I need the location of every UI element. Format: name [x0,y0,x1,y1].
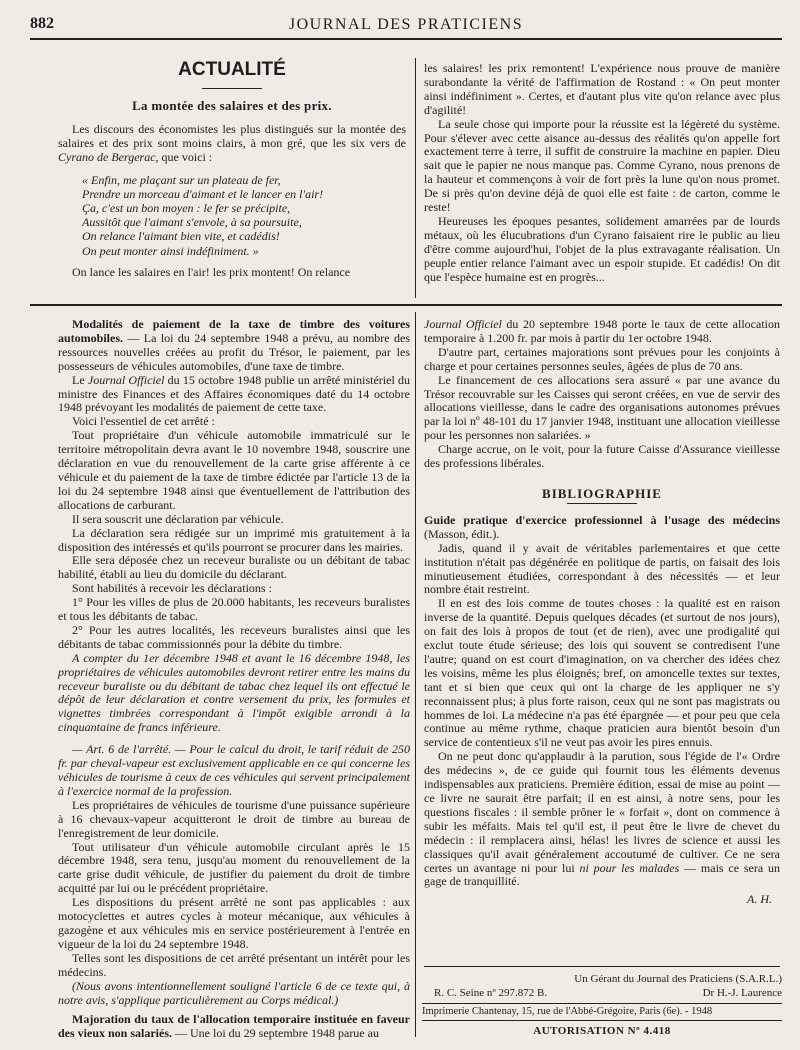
review-paragraph: Jadis, quand il y avait de véritables parlementaires et que cette institution n'était pas dégénérée en politique de partis, on faisait des lois minutieusement étudiées, correspondant à des nécessités — et leur nombre était restreint. [424,540,780,597]
allocation-paragraph: D'autre part, certaines majorations sont prévues pour les conjoints à charge et pour certaines personnes seules, âgées de plus de 70 ans. [424,344,780,373]
section-rule [30,304,782,306]
right-column [424,318,780,907]
poem-line: « Enfin, me plaçant sur un plateau de fer, [82,172,281,187]
taxe-note: (Nous avons intentionnellement souligné l'article 6 de ce texte qui, à notre avis, s'applique particulièrement au Corps médical.) [58,978,410,1007]
taxe-paragraph: 2° Pour les autres localités, les receveurs buralistes ainsi que les débitants de tabac commissionnés pour la débite du timbre. [58,622,410,651]
intro-text-end: , que voici : [155,149,213,164]
actualite-title: ACTUALITÉ [178,59,286,80]
poem-line: Ça, c'est un bon moyen : le fer se précipite, [82,201,291,216]
book-reference [424,514,780,542]
taxe-paragraph: Les dispositions du présent arrêté ne sont pas applicables : aux motocyclettes et autres cycles à moteur mécanique, aux véhicules à gazogène et aux véhicules mis en service postérieurement à l'entrée en vigueur de la loi du 24 septembre 1948. [58,895,410,951]
poem-line: Prendre un morceau d'aimant et le lancer en l'air! [82,186,324,201]
allocation-paragraph: Le financement de ces allocations sera assuré « par une avance du Trésor recouvrable sur les Caisses qui seront créées, en vue de servir des allocations vieillesse, dans le cadre des organisations autonomes prévues par la loi nº 48-101 du 17 janvier 1948, instituant une allocation vieillesse pour les personnes non salariées. » [424,372,780,443]
intro-text: Les discours des économistes les plus distingués sur la montée des salaires et des prix sont moins clairs, à mon gré, que les six vers de [58,121,406,150]
book-title: Guide pratique d'exercice professionnel à l'usage des médecins [424,512,780,527]
taxe-article-6: — Art. 6 de l'arrêté. — Pour le calcul du droit, le tarif réduit de 250 fr. par cheval-vapeur est exclusivement applicable en ce qui concerne les véhicules de tourisme à ceux de ces véhicules qui servent principalement à l'exercice normal de la profession. [58,742,410,798]
text-span: du 15 octobre 1948 publie un arrêté ministériel du ministre des Finances et des Affaires économiques daté du 14 octobre 1948 prévoyant les modalités de paiement de cette taxe. [58,372,410,415]
taxe-paragraph: 1° Pour les villes de plus de 20.000 habitants, les receveurs buralistes et tous les débitants de tabac. [58,595,410,624]
header-rule [30,38,782,40]
taxe-paragraph: Les propriétaires de véhicules de tourisme d'une puissance supérieure à 16 chevaux-vapeur acquitteront le droit de timbre au bureau de l'enregistrement de leur domicile. [58,797,410,840]
text-span: Le [72,372,88,387]
actualite-right-column [424,62,780,285]
taxe-paragraph-italic: A compter du 1er décembre 1948 et avant le 16 décembre 1948, les propriétaires de véhicules automobiles devront retirer entre les mains du receveur buraliste ou du débitant de tabac chez lequel ils ont effectué le dépôt de leur déclaration et contre versement du prix, les formules et vignettes timbrées correspondant à l'impôt exigible arrondi à la cinquantaine de francs inférieure. [58,650,410,735]
taxe-paragraph: Il sera souscrit une déclaration par véhicule. [72,511,284,526]
page-header [30,6,782,36]
allocation-title: Majoration du taux de l'allocation temporaire instituée en faveur des vieux non salariés. [58,1012,410,1041]
allocation-intro-text: — Une loi du 29 septembre 1948 parue au [172,1026,379,1041]
poem-line: On relance l'aimant bien vite, et cadédis! [82,229,280,244]
page-number: 882 [30,15,54,32]
journal-officiel-ref: Journal Officiel [424,317,502,331]
text-span-italic: ni pour les malades [579,860,680,875]
journal-officiel-ref: Journal Officiel [87,372,165,387]
actualite-paragraph: Heureuses les époques pesantes, solidement amarrées par de lourds métaux, où les élucubrations d'un Cyrano faisaient rire le public au lieu d'être comme aujourd'hui, l'objet de la plus extravagante réalisation. Un peuple entier relance l'aimant avec un espoir stupide. Et cadédis! On dit que l'espèce humaine est en progrès... [424,213,780,284]
taxe-paragraph: Voici l'essentiel de cet arrêté : [72,414,215,429]
bibliographie-heading: BIBLIOGRAPHIE [542,485,662,501]
rc-number: R. C. Seine nº 297.872 B. [434,987,548,999]
taxe-paragraph: Telles sont les dispositions de cet arrêté présentant un intérêt pour les médecins. [58,950,410,979]
taxe-column [58,318,410,1041]
actualite-intro [58,123,406,165]
review-signature: A. H. [747,892,772,907]
director-name: Dr H.-J. Laurence [702,987,782,999]
text-span: — mais ce sera un gage de tranquillité. [424,860,780,889]
bibliographie-rule [567,503,637,504]
title-rule [202,88,262,89]
autorisation-number: AUTORISATION Nº 4.418 [533,1025,671,1037]
intro-work-title: Cyrano de Bergerac [58,149,156,164]
poem-line: On peut monter ainsi indéfiniment. » [82,243,259,258]
poem-line: Aussitôt que l'aimant s'envole, à sa poursuite, [82,215,302,230]
column-divider-bottom [415,312,416,1037]
taxe-intro-text: — La loi du 24 septembre 1948 a prévu, au nombre des ressources nouvelles créées au profit du Trésor, le paiement, par les possesseurs de véhicules automobiles, d'une taxe de timbre. [58,330,410,373]
taxe-paragraph: Tout utilisateur d'un véhicule automobile circulant après le 15 décembre 1948, sera tenu, jusqu'au moment du renouvellement de la carte grise dudit véhicule, de justifier du paiement du droit de timbre acquitté par lui ou le précédent propriétaire. [58,839,410,896]
allocation-paragraph [424,318,780,346]
actualite-paragraph: les salaires! les prix remontent! L'expérience nous prouve de manière surabondante la vérité de l'affirmation de Rostand : « On peut monter ainsi indéfiniment ». Certes, et d'autant plus vite qu'on relance avec plus d'agilité! [424,61,780,117]
taxe-paragraph [58,374,410,416]
footer-rule [424,966,780,967]
actualite-left-column [58,58,406,280]
actualite-closing: On lance les salaires en l'air! les prix montent! On relance [72,264,351,279]
taxe-paragraph: La déclaration sera rédigée sur un imprimé mis gratuitement à la disposition des intéressés et qu'ils pourront se procurer dans les mairies. [58,525,410,554]
registration-line [422,986,782,1000]
text-span: du 20 septembre 1948 porte le taux de cette allocation temporaire à 1.200 fr. par mois à partir du 1er octobre 1948. [424,317,780,345]
book-publisher: (Masson, édit.). [424,526,500,541]
allocation-intro [58,1013,410,1041]
actualite-subtitle: La montée des salaires et des prix. [132,98,332,113]
taxe-paragraph: Tout propriétaire d'un véhicule automobile immatriculé sur le territoire métropolitain devra avant le 10 novembre 1948, souscrire une déclaration en vue du renouvellement de la carte grise afférente à ce véhicule et du paiement de la taxe de timbre édictée par l'article 13 de la loi du 24 septembre 1948 ainsi que éventuellement de l'attribution des allocations de carburant. [58,428,410,512]
journal-title: JOURNAL DES PRATICIENS [288,16,524,33]
actualite-paragraph: La seule chose qui importe pour la réussite est la légèreté du système. Pour s'élever avec cette aisance au-dessus des réalités qu'on appelle fort exactement terre à terre, il suffit de construire la machine en papier. Dieu sait que le papier ne nous manque pas. Comme Cyrano, nous prenons de la hauteur et commençons à voir de fort près la lune qu'on nous promet. De si près qu'on devine déjà de quoi elle est faite : de carton, comme le reste! [424,116,780,215]
column-divider-top [415,58,416,298]
taxe-intro [58,318,410,374]
printer-line: Imprimerie Chantenay, 15, rue de l'Abbé-Grégoire, Paris (6e). - 1948 [422,1003,782,1021]
text-span: On ne peut donc qu'applaudir à la parution, sous l'égide de l'« Ordre des médecins », de ce guide qui fournit tous les éléments devenus indispensables aux praticiens. Première édition, essai de mise au point — ce livre ne saurait être parfait; il en est ainsi, à notre sens, pour les questions fiscales : il semble prôner le « forfait », dont on commence à subir les méfaits. Mais tel qu'il est, il peut être le livre de chevet du médecin : il remplacera ainsi, hélas! les livres de science et aussi les classiques qu'il avait généralement accoutumé de cultiver. Ce ne sera certes un avantage ni pour lui [424,749,780,875]
allocation-paragraph: Charge accrue, on le voit, pour la future Caisse d'Assurance vieillesse des professions libérales. [424,442,780,471]
taxe-title: Modalités de paiement de la taxe de timbre des voitures automobiles. [58,317,410,345]
taxe-paragraph: Sont habilités à recevoir les déclarations : [72,581,272,596]
review-paragraph [424,750,780,889]
imprint-footer [422,972,782,1038]
poem [82,173,406,258]
gerant-line: Un Gérant du Journal des Praticiens (S.A.R.L.) [574,973,782,985]
review-paragraph: Il en est des lois comme de toutes choses : la qualité est en raison inverse de la quantité. Depuis quelques décades (et surtout de nos jours), on fait des lois à propos de tout (et de rien), avec une prodigalité qui exclut toute étude sérieuse; des lois qui souvent se contredisent l'une l'autre; quand on est court d'imagination, on va chercher des idées chez les voisins, même les plus éloignés; bref, on amoncelle textes sur textes, tant et si bien que ceux qui ont la charge de les appliquer ne s'y reconnaissent plus; à plus forte raison, ceux qui ne sont pas magistrats ou hommes de loi. La médecine n'a pas été épargnée — et pour peu que cela continue au même rythme, chaque praticien aura bientôt besoin d'un service de contentieux s'il ne veut pas avoir les pires ennuis. [424,596,780,750]
taxe-paragraph: Elle sera déposée chez un receveur buraliste ou un débitant de tabac habilité, établi au lieu du domicile du déclarant. [58,553,410,582]
